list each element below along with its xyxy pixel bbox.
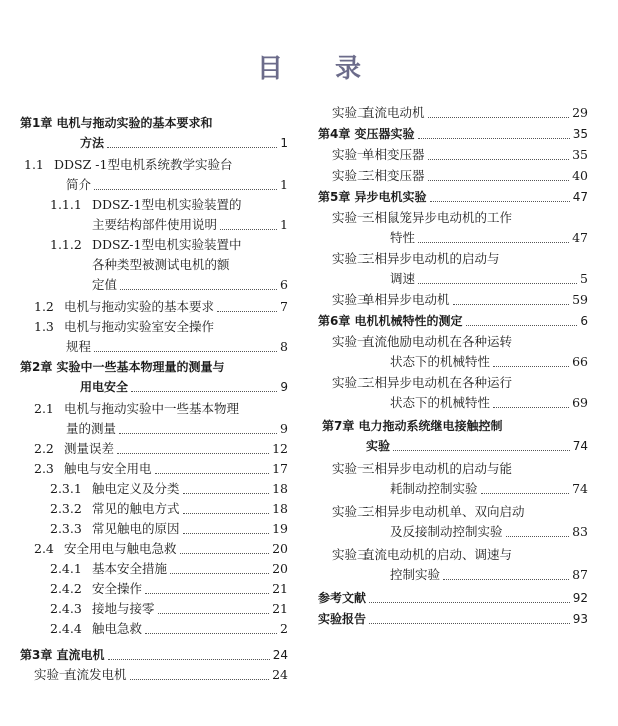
page-number: 40 — [572, 168, 588, 183]
toc-entry — [20, 559, 288, 579]
page-number: 20 — [272, 541, 288, 556]
entry-text: 控制实验 — [390, 567, 441, 582]
page-number: 17 — [272, 461, 288, 476]
entry-number: 实验二 — [332, 504, 370, 519]
entry-text: 第2章 实验中一些基本物理量的测量与 — [20, 360, 225, 374]
entry-title — [50, 559, 167, 579]
entry-title — [50, 599, 155, 619]
toc-row — [318, 393, 588, 413]
toc-entry — [318, 609, 588, 629]
toc-entry — [20, 479, 288, 499]
dot-leader — [393, 450, 570, 451]
entry-title — [20, 645, 105, 665]
toc-entry — [318, 373, 588, 413]
entry-number: 实验二 — [332, 105, 370, 120]
dot-leader — [183, 493, 270, 494]
dot-leader — [130, 679, 270, 680]
toc-entry — [318, 187, 588, 207]
entry-text: 安全操作 — [92, 581, 143, 596]
toc-entry — [318, 249, 588, 289]
page-number: 66 — [572, 354, 588, 369]
dot-leader — [506, 536, 570, 537]
toc-row — [318, 609, 588, 629]
entry-number: 2.3 — [34, 461, 54, 476]
toc-entry — [20, 235, 288, 295]
entry-title-line — [20, 317, 288, 337]
entry-text: 触电定义及分类 — [92, 481, 180, 496]
entry-title-line — [20, 113, 288, 133]
entry-title — [332, 103, 425, 123]
entry-text: DDSZ -1型电机系统教学实验台 — [54, 157, 233, 172]
toc-right-column — [318, 105, 588, 629]
entry-text: 量的测量 — [66, 421, 117, 436]
dot-leader — [108, 659, 270, 660]
entry-number: 2.4.1 — [50, 561, 82, 576]
entry-number: 实验一 — [332, 461, 370, 476]
entry-title-line — [20, 357, 288, 377]
toc-row — [20, 337, 288, 357]
entry-number: 2.4 — [34, 541, 54, 556]
page-number: 69 — [572, 395, 588, 410]
entry-title-line — [318, 545, 588, 565]
toc-entry — [20, 645, 288, 665]
page-number: 9 — [280, 421, 288, 436]
toc-row — [318, 124, 588, 144]
dot-leader — [119, 433, 277, 434]
toc-entry — [318, 311, 588, 331]
entry-title — [332, 145, 425, 165]
entry-title — [50, 519, 180, 539]
entry-title-line — [318, 249, 588, 269]
toc-row — [20, 519, 288, 539]
dot-leader — [369, 602, 570, 603]
toc-row — [318, 228, 588, 248]
page-number: 5 — [580, 271, 588, 286]
toc-row — [20, 619, 288, 639]
toc-row — [318, 187, 588, 207]
entry-text: 三相变压器 — [362, 168, 425, 183]
toc-row — [318, 565, 588, 585]
page-number: 7 — [280, 299, 288, 314]
page-number: 21 — [272, 581, 288, 596]
toc-row — [318, 145, 588, 165]
toc-row — [20, 665, 288, 685]
entry-number: 1.1.2 — [50, 237, 82, 252]
toc-entry — [318, 124, 588, 144]
toc-row — [318, 479, 588, 499]
dot-leader — [155, 473, 270, 474]
dot-leader — [145, 633, 277, 634]
page-number: 8 — [280, 339, 288, 354]
toc-row — [20, 175, 288, 195]
entry-text: 电机与拖动实验室安全操作 — [64, 319, 215, 334]
entry-text: 触电急救 — [92, 621, 143, 636]
entry-text: 参考文献 — [318, 591, 367, 605]
dot-leader — [120, 289, 277, 290]
dot-leader — [418, 138, 570, 139]
entry-title-line — [318, 332, 588, 352]
entry-title-line: 各种类型被测试电机的额 — [92, 257, 230, 272]
dot-leader — [428, 117, 570, 118]
toc-entry — [318, 545, 588, 585]
toc-entry — [20, 317, 288, 357]
dot-leader — [145, 593, 269, 594]
entry-title — [318, 609, 366, 629]
entry-number: 实验一 — [332, 210, 370, 225]
entry-text: DDSZ-1型电机实验装置的 — [92, 197, 242, 212]
entry-text: 及反接制动控制实验 — [390, 524, 503, 539]
entry-text: 单相变压器 — [362, 147, 425, 162]
entry-title — [332, 166, 425, 186]
title-char-2: 录 — [335, 54, 362, 84]
dot-leader — [418, 283, 577, 284]
entry-text: 常见的触电方式 — [92, 501, 180, 516]
toc-row — [20, 215, 288, 235]
entry-text: 触电与安全用电 — [64, 461, 152, 476]
entry-text: 测量误差 — [64, 441, 115, 456]
entry-number: 实验二 — [332, 168, 370, 183]
entry-title — [318, 187, 427, 207]
entry-text: 基本安全措施 — [92, 561, 168, 576]
entry-text: 规程 — [66, 339, 92, 354]
dot-leader — [170, 573, 269, 574]
entry-text: 第6章 电机机械特性的测定 — [318, 314, 463, 328]
page-number: 59 — [572, 292, 588, 307]
page-number: 92 — [572, 591, 588, 605]
entry-title-line — [20, 155, 288, 175]
entry-title-line — [318, 373, 588, 393]
entry-text: 电机与拖动实验的基本要求 — [64, 299, 215, 314]
toc-entry — [20, 195, 288, 235]
entry-number: 2.4.3 — [50, 601, 82, 616]
dot-leader — [493, 407, 569, 408]
page-number: 1 — [280, 217, 288, 232]
entry-number: 1.1.1 — [50, 197, 82, 212]
entry-number: 2.2 — [34, 441, 54, 456]
toc-entry — [318, 166, 588, 186]
toc-row — [20, 133, 288, 153]
page-number: 93 — [572, 612, 588, 626]
dot-leader — [131, 391, 277, 392]
entry-title — [34, 539, 177, 559]
page-number: 83 — [572, 524, 588, 539]
dot-leader — [453, 304, 570, 305]
toc-row — [20, 377, 288, 397]
toc-entry — [20, 579, 288, 599]
entry-title-line — [318, 208, 588, 228]
dot-leader — [443, 579, 569, 580]
entry-title — [50, 479, 180, 499]
entry-text: 第4章 变压器实验 — [318, 127, 415, 141]
page-number: 6 — [580, 314, 588, 328]
entry-text: 方法 — [80, 136, 105, 150]
toc-row — [20, 599, 288, 619]
entry-title — [318, 311, 463, 331]
toc-row — [20, 579, 288, 599]
dot-leader — [183, 533, 270, 534]
entry-text: 简介 — [66, 177, 92, 192]
toc-row — [20, 459, 288, 479]
entry-title — [50, 499, 180, 519]
toc-row — [318, 166, 588, 186]
entry-number: 1.3 — [34, 319, 54, 334]
dot-leader — [217, 311, 277, 312]
entry-text: 实验报告 — [318, 612, 367, 626]
page-number: 21 — [272, 601, 288, 616]
dot-leader — [466, 325, 578, 326]
page-number: 87 — [572, 567, 588, 582]
dot-leader — [493, 366, 569, 367]
toc-entry — [20, 357, 288, 397]
entry-number: 实验三 — [332, 292, 370, 307]
toc-entry — [20, 599, 288, 619]
entry-title-line — [318, 416, 588, 436]
page-number: 20 — [272, 561, 288, 576]
entry-text: 主要结构部件使用说明 — [92, 217, 218, 232]
toc-row — [20, 275, 288, 295]
page-number: 74 — [572, 481, 588, 496]
toc-row — [318, 436, 588, 456]
page-number: 18 — [272, 481, 288, 496]
toc-entry — [318, 145, 588, 165]
entry-number: 实验一 — [34, 667, 72, 682]
toc-row — [20, 419, 288, 439]
entry-text: 状态下的机械特性 — [390, 395, 491, 410]
toc-row — [318, 311, 588, 331]
page-number: 2 — [280, 621, 288, 636]
entry-text: 第1章 电机与拖动实验的基本要求和 — [20, 116, 213, 130]
entry-title-line — [20, 399, 288, 419]
toc-row — [20, 479, 288, 499]
entry-text: 三相异步电动机的启动与 — [362, 251, 500, 266]
entry-title — [332, 290, 450, 310]
entry-title-line — [318, 459, 588, 479]
toc-row — [20, 539, 288, 559]
toc-row — [20, 499, 288, 519]
dot-leader — [220, 229, 277, 230]
page-title — [0, 48, 618, 85]
dot-leader — [428, 180, 570, 181]
page-number: 29 — [572, 105, 588, 120]
entry-title — [50, 579, 142, 599]
page-number: 1 — [280, 136, 288, 150]
toc-row — [318, 269, 588, 289]
toc-row — [318, 103, 588, 123]
entry-text: 三相鼠笼异步电动机的工作 — [362, 210, 513, 225]
toc-row — [318, 352, 588, 372]
page-number: 18 — [272, 501, 288, 516]
toc-row — [318, 290, 588, 310]
entry-number: 1.1 — [24, 157, 44, 172]
entry-number: 实验三 — [332, 547, 370, 562]
entry-text: 状态下的机械特性 — [390, 354, 491, 369]
entry-text: 直流他励电动机在各种运转 — [362, 334, 513, 349]
dot-leader — [107, 147, 277, 148]
toc-row — [20, 559, 288, 579]
toc-entry — [20, 113, 288, 153]
toc-entry — [20, 459, 288, 479]
entry-text: 常见触电的原因 — [92, 521, 180, 536]
toc-entry — [20, 297, 288, 317]
entry-title — [50, 619, 142, 639]
entry-text: 三相异步电动机在各种运行 — [362, 375, 513, 390]
entry-text: 接地与接零 — [92, 601, 155, 616]
dot-leader — [418, 242, 569, 243]
entry-title — [34, 665, 127, 685]
entry-text: 定值 — [92, 277, 118, 292]
entry-text: 第3章 直流电机 — [20, 648, 105, 662]
toc-row — [20, 645, 288, 665]
toc-entry — [318, 103, 588, 123]
entry-text: 耗制动控制实验 — [390, 481, 478, 496]
entry-text: 直流电动机的启动、调速与 — [362, 547, 513, 562]
page-number: 19 — [272, 521, 288, 536]
page-number: 9 — [280, 380, 288, 394]
entry-text: 直流发电机 — [64, 667, 127, 682]
toc-entry — [20, 539, 288, 559]
toc-entry — [20, 499, 288, 519]
dot-leader — [158, 613, 270, 614]
toc-row — [318, 588, 588, 608]
entry-title — [34, 459, 152, 479]
entry-number: 实验二 — [332, 251, 370, 266]
toc-entry — [20, 399, 288, 439]
toc-entry — [318, 290, 588, 310]
dot-leader — [183, 513, 270, 514]
entry-title — [34, 439, 114, 459]
entry-number: 2.4.4 — [50, 621, 82, 636]
title-char-1: 目 — [256, 54, 283, 84]
entry-title-line — [318, 502, 588, 522]
dot-leader — [369, 623, 570, 624]
entry-title — [34, 297, 214, 317]
entry-text: 安全用电与触电急救 — [64, 541, 177, 556]
page-number: 12 — [272, 441, 288, 456]
page-number: 1 — [280, 177, 288, 192]
entry-text: 单相异步电动机 — [362, 292, 450, 307]
toc-entry — [20, 665, 288, 685]
toc-entry — [318, 588, 588, 608]
entry-text: 实验 — [366, 439, 391, 453]
dot-leader — [481, 493, 570, 494]
toc-row — [318, 522, 588, 542]
entry-number: 1.2 — [34, 299, 54, 314]
entry-text: 调速 — [390, 271, 416, 286]
toc-row — [20, 297, 288, 317]
entry-number: 2.4.2 — [50, 581, 82, 596]
page-number: 24 — [272, 648, 288, 662]
entry-text: 特性 — [390, 230, 416, 245]
toc-entry — [20, 155, 288, 195]
entry-text: 三相异步电动机的启动与能 — [362, 461, 513, 476]
entry-number: 实验一 — [332, 334, 370, 349]
toc-entry — [318, 502, 588, 542]
entry-text: 第5章 异步电机实验 — [318, 190, 427, 204]
entry-text: 直流电动机 — [362, 105, 425, 120]
dot-leader — [117, 453, 269, 454]
toc-entry — [318, 332, 588, 372]
dot-leader — [180, 553, 270, 554]
page-number: 35 — [572, 127, 588, 141]
entry-number: 2.3.2 — [50, 501, 82, 516]
entry-text: 电机与拖动实验中一些基本物理 — [64, 401, 240, 416]
dot-leader — [428, 159, 570, 160]
entry-number: 2.1 — [34, 401, 54, 416]
entry-text: 用电安全 — [80, 380, 129, 394]
dot-leader — [94, 189, 277, 190]
page-number: 24 — [272, 667, 288, 682]
entry-number: 2.3.1 — [50, 481, 82, 496]
entry-title-line — [20, 235, 288, 255]
entry-text: DDSZ-1型电机实验装置中 — [92, 237, 242, 252]
dot-leader — [94, 351, 277, 352]
page-number: 35 — [572, 147, 588, 162]
toc-entry — [20, 619, 288, 639]
entry-number: 实验一 — [332, 147, 370, 162]
toc-row — [20, 439, 288, 459]
entry-text: 三相异步电动机单、双向启动 — [362, 504, 525, 519]
toc-entry — [318, 208, 588, 248]
page-number: 6 — [280, 277, 288, 292]
toc-entry — [20, 439, 288, 459]
entry-text: 第7章 电力拖动系统继电接触控制 — [322, 419, 503, 433]
toc-entry — [318, 459, 588, 499]
entry-number: 2.3.3 — [50, 521, 82, 536]
toc-entry — [318, 416, 588, 456]
entry-number: 实验二 — [332, 375, 370, 390]
page-number: 47 — [572, 190, 588, 204]
entry-title — [318, 124, 415, 144]
page-number: 74 — [572, 439, 588, 453]
page-number: 47 — [572, 230, 588, 245]
dot-leader — [430, 201, 570, 202]
toc-left-column — [20, 113, 288, 685]
entry-title-line — [20, 195, 288, 215]
entry-title — [318, 588, 366, 608]
toc-entry — [20, 519, 288, 539]
